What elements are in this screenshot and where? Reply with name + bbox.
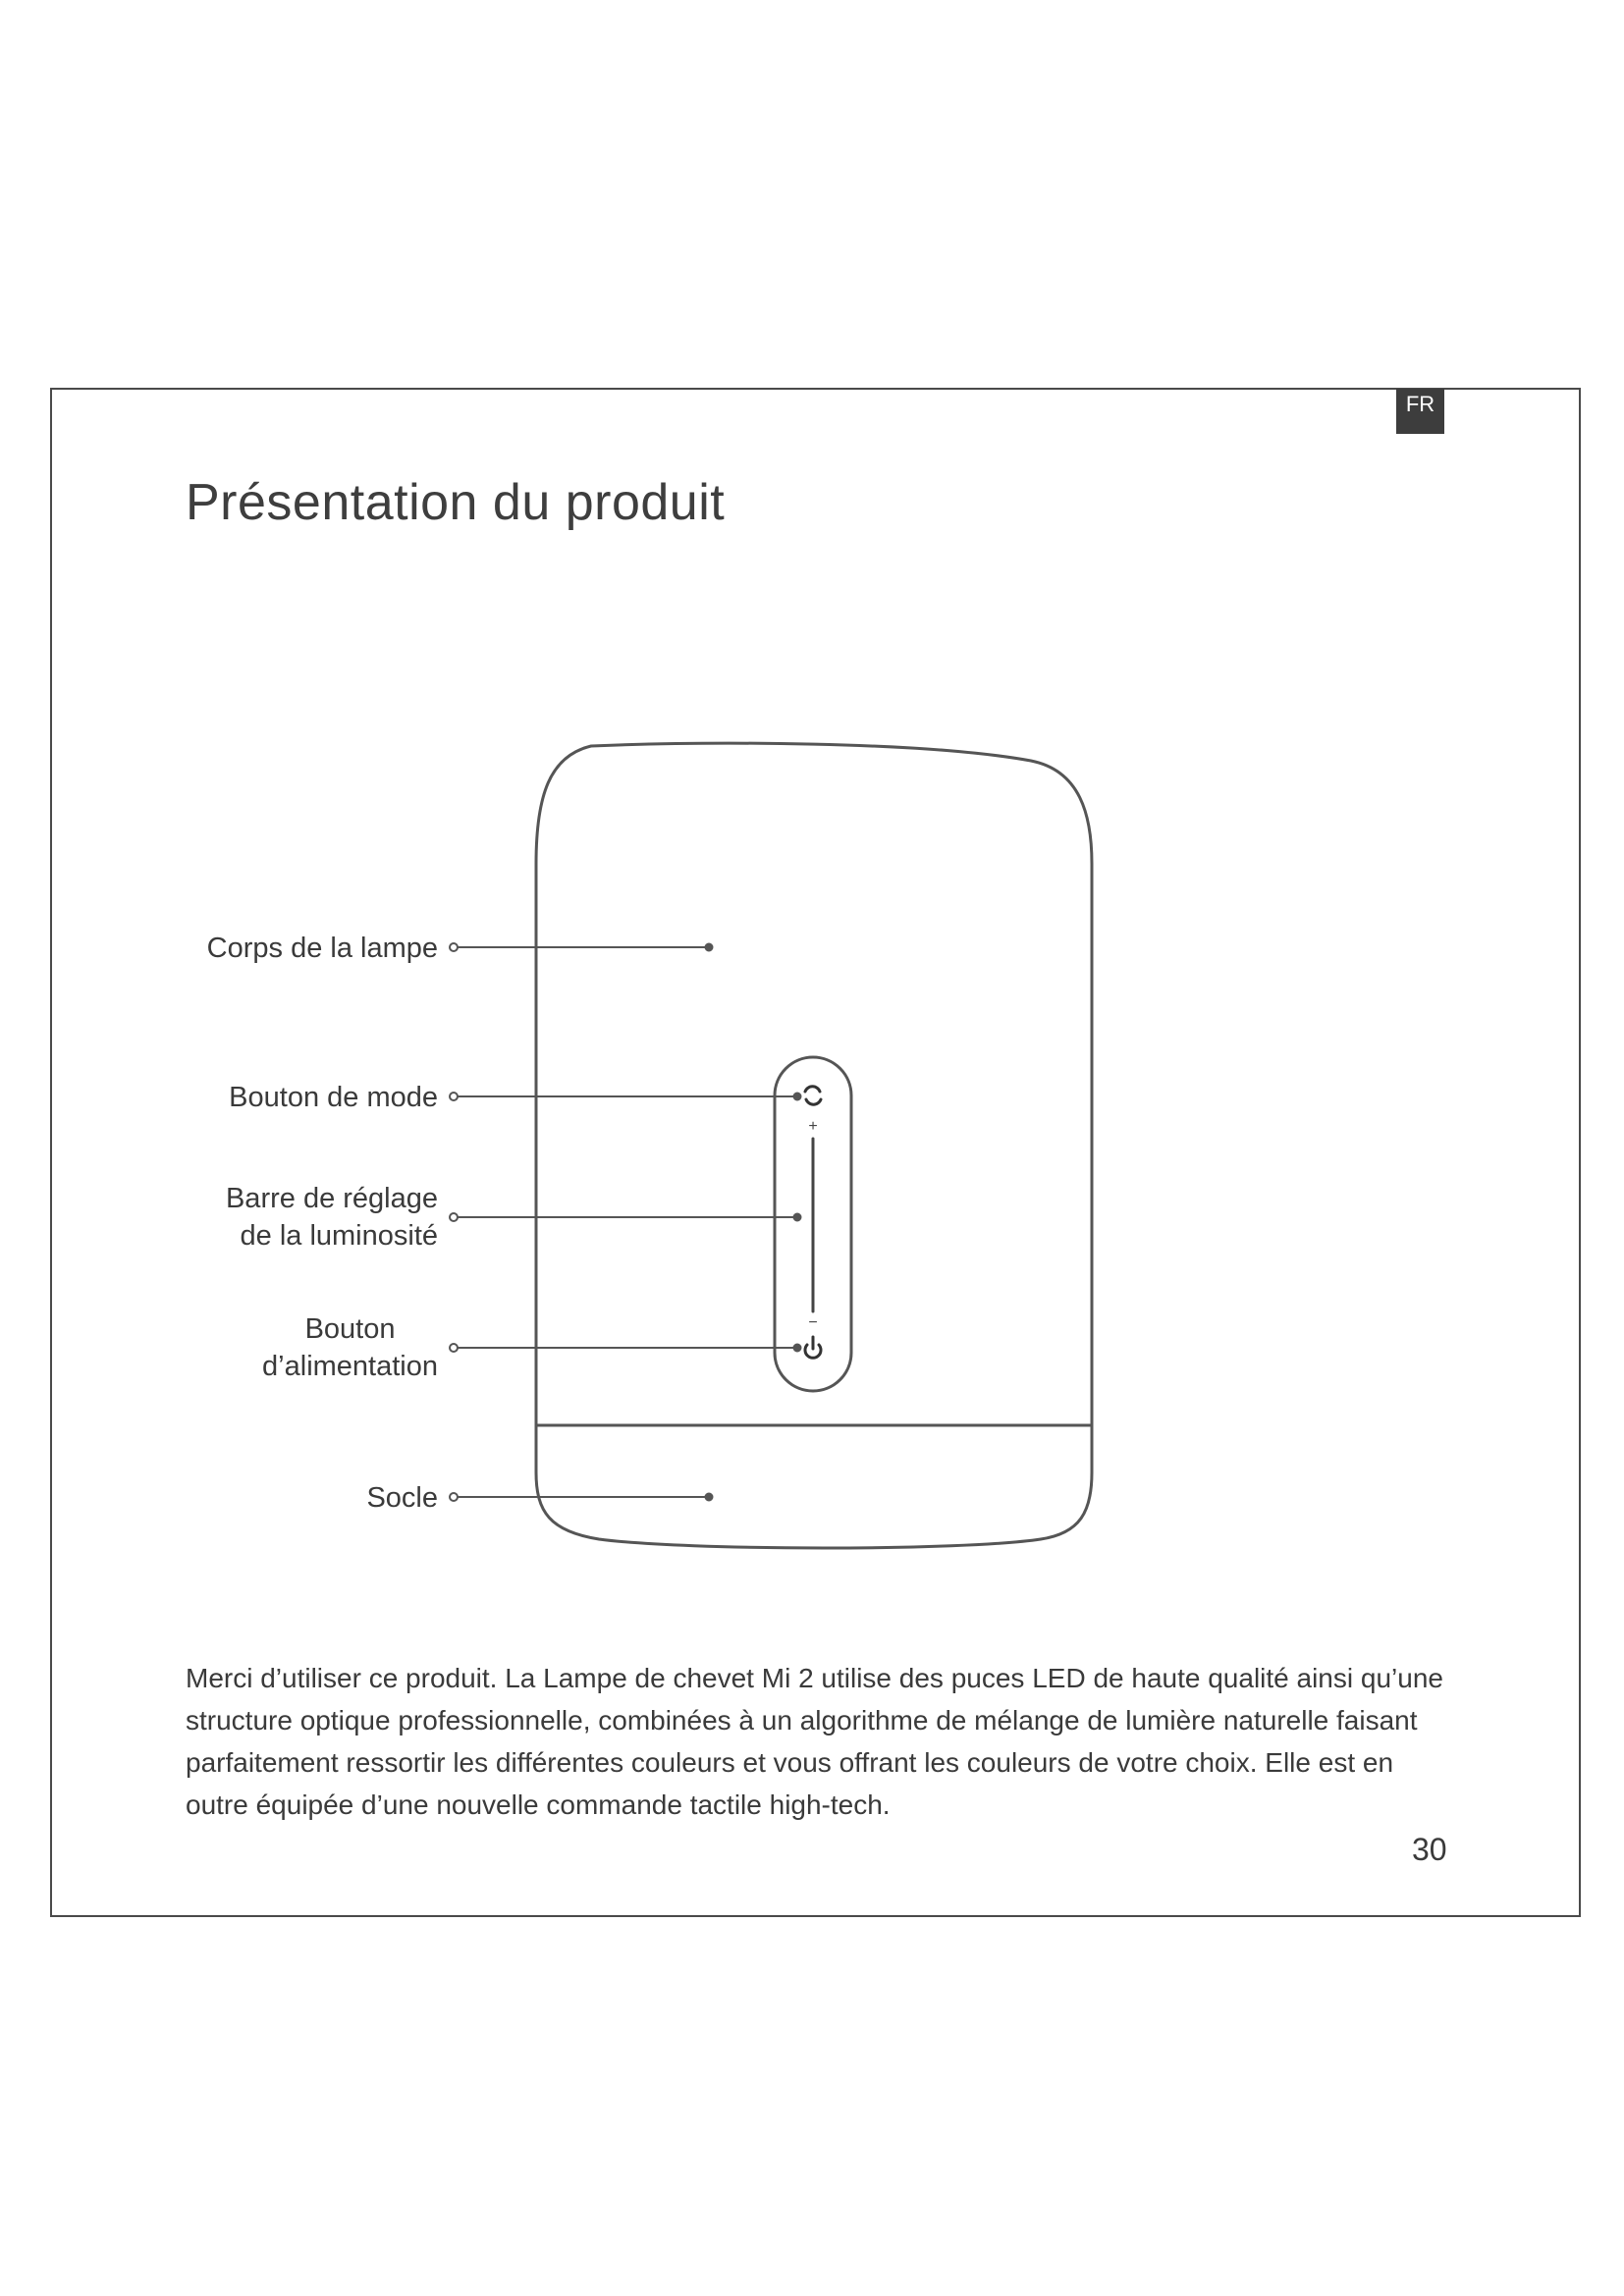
callout-end-body	[706, 944, 713, 951]
brightness-plus-mark: +	[808, 1118, 818, 1135]
page-title: Présentation du produit	[186, 474, 726, 531]
label-base	[366, 1479, 438, 1517]
label-brightness-bar-line1: Barre de réglage	[225, 1183, 438, 1214]
callout-start-power	[450, 1344, 458, 1352]
label-power-button-line1: Bouton	[304, 1313, 396, 1345]
label-power-button-line2: d’alimentation	[262, 1351, 438, 1382]
label-power-button	[262, 1310, 438, 1385]
label-brightness-bar	[226, 1180, 438, 1255]
callout-end-base	[706, 1494, 713, 1501]
callout-end-brightness	[794, 1214, 801, 1221]
mode-icon	[805, 1087, 821, 1104]
intro-paragraph: Merci d’utiliser ce produit. La Lampe de chevet Mi 2 utilise des puces LED de haute qualité ainsi qu’une structure optique professionnelle, combinées à un algorithme de mélange de lumière naturelle faisant parfaitement ressortir les différentes couleurs et vous offrant les couleurs de votre choix. Elle est en outre équipée d’une nouvelle commande tactile high-tech.	[186, 1663, 1443, 1820]
page-number: 30	[1412, 1832, 1447, 1867]
callout-start-base	[450, 1493, 458, 1501]
power-icon	[805, 1337, 821, 1358]
label-lamp-body	[207, 930, 438, 967]
label-lamp-body-text: Corps de la lampe	[206, 933, 438, 964]
callout-start-brightness	[450, 1213, 458, 1221]
label-base-text: Socle	[366, 1482, 438, 1514]
language-badge: FR	[1396, 389, 1444, 434]
callout-start-mode	[450, 1093, 458, 1100]
label-mode-button-text: Bouton de mode	[229, 1082, 438, 1113]
callout-end-mode	[794, 1094, 801, 1100]
label-mode-button	[229, 1079, 438, 1116]
callout-end-power	[794, 1345, 801, 1352]
label-brightness-bar-line2: de la luminosité	[240, 1220, 438, 1252]
brightness-minus-mark: −	[808, 1314, 818, 1331]
callout-start-body	[450, 943, 458, 951]
